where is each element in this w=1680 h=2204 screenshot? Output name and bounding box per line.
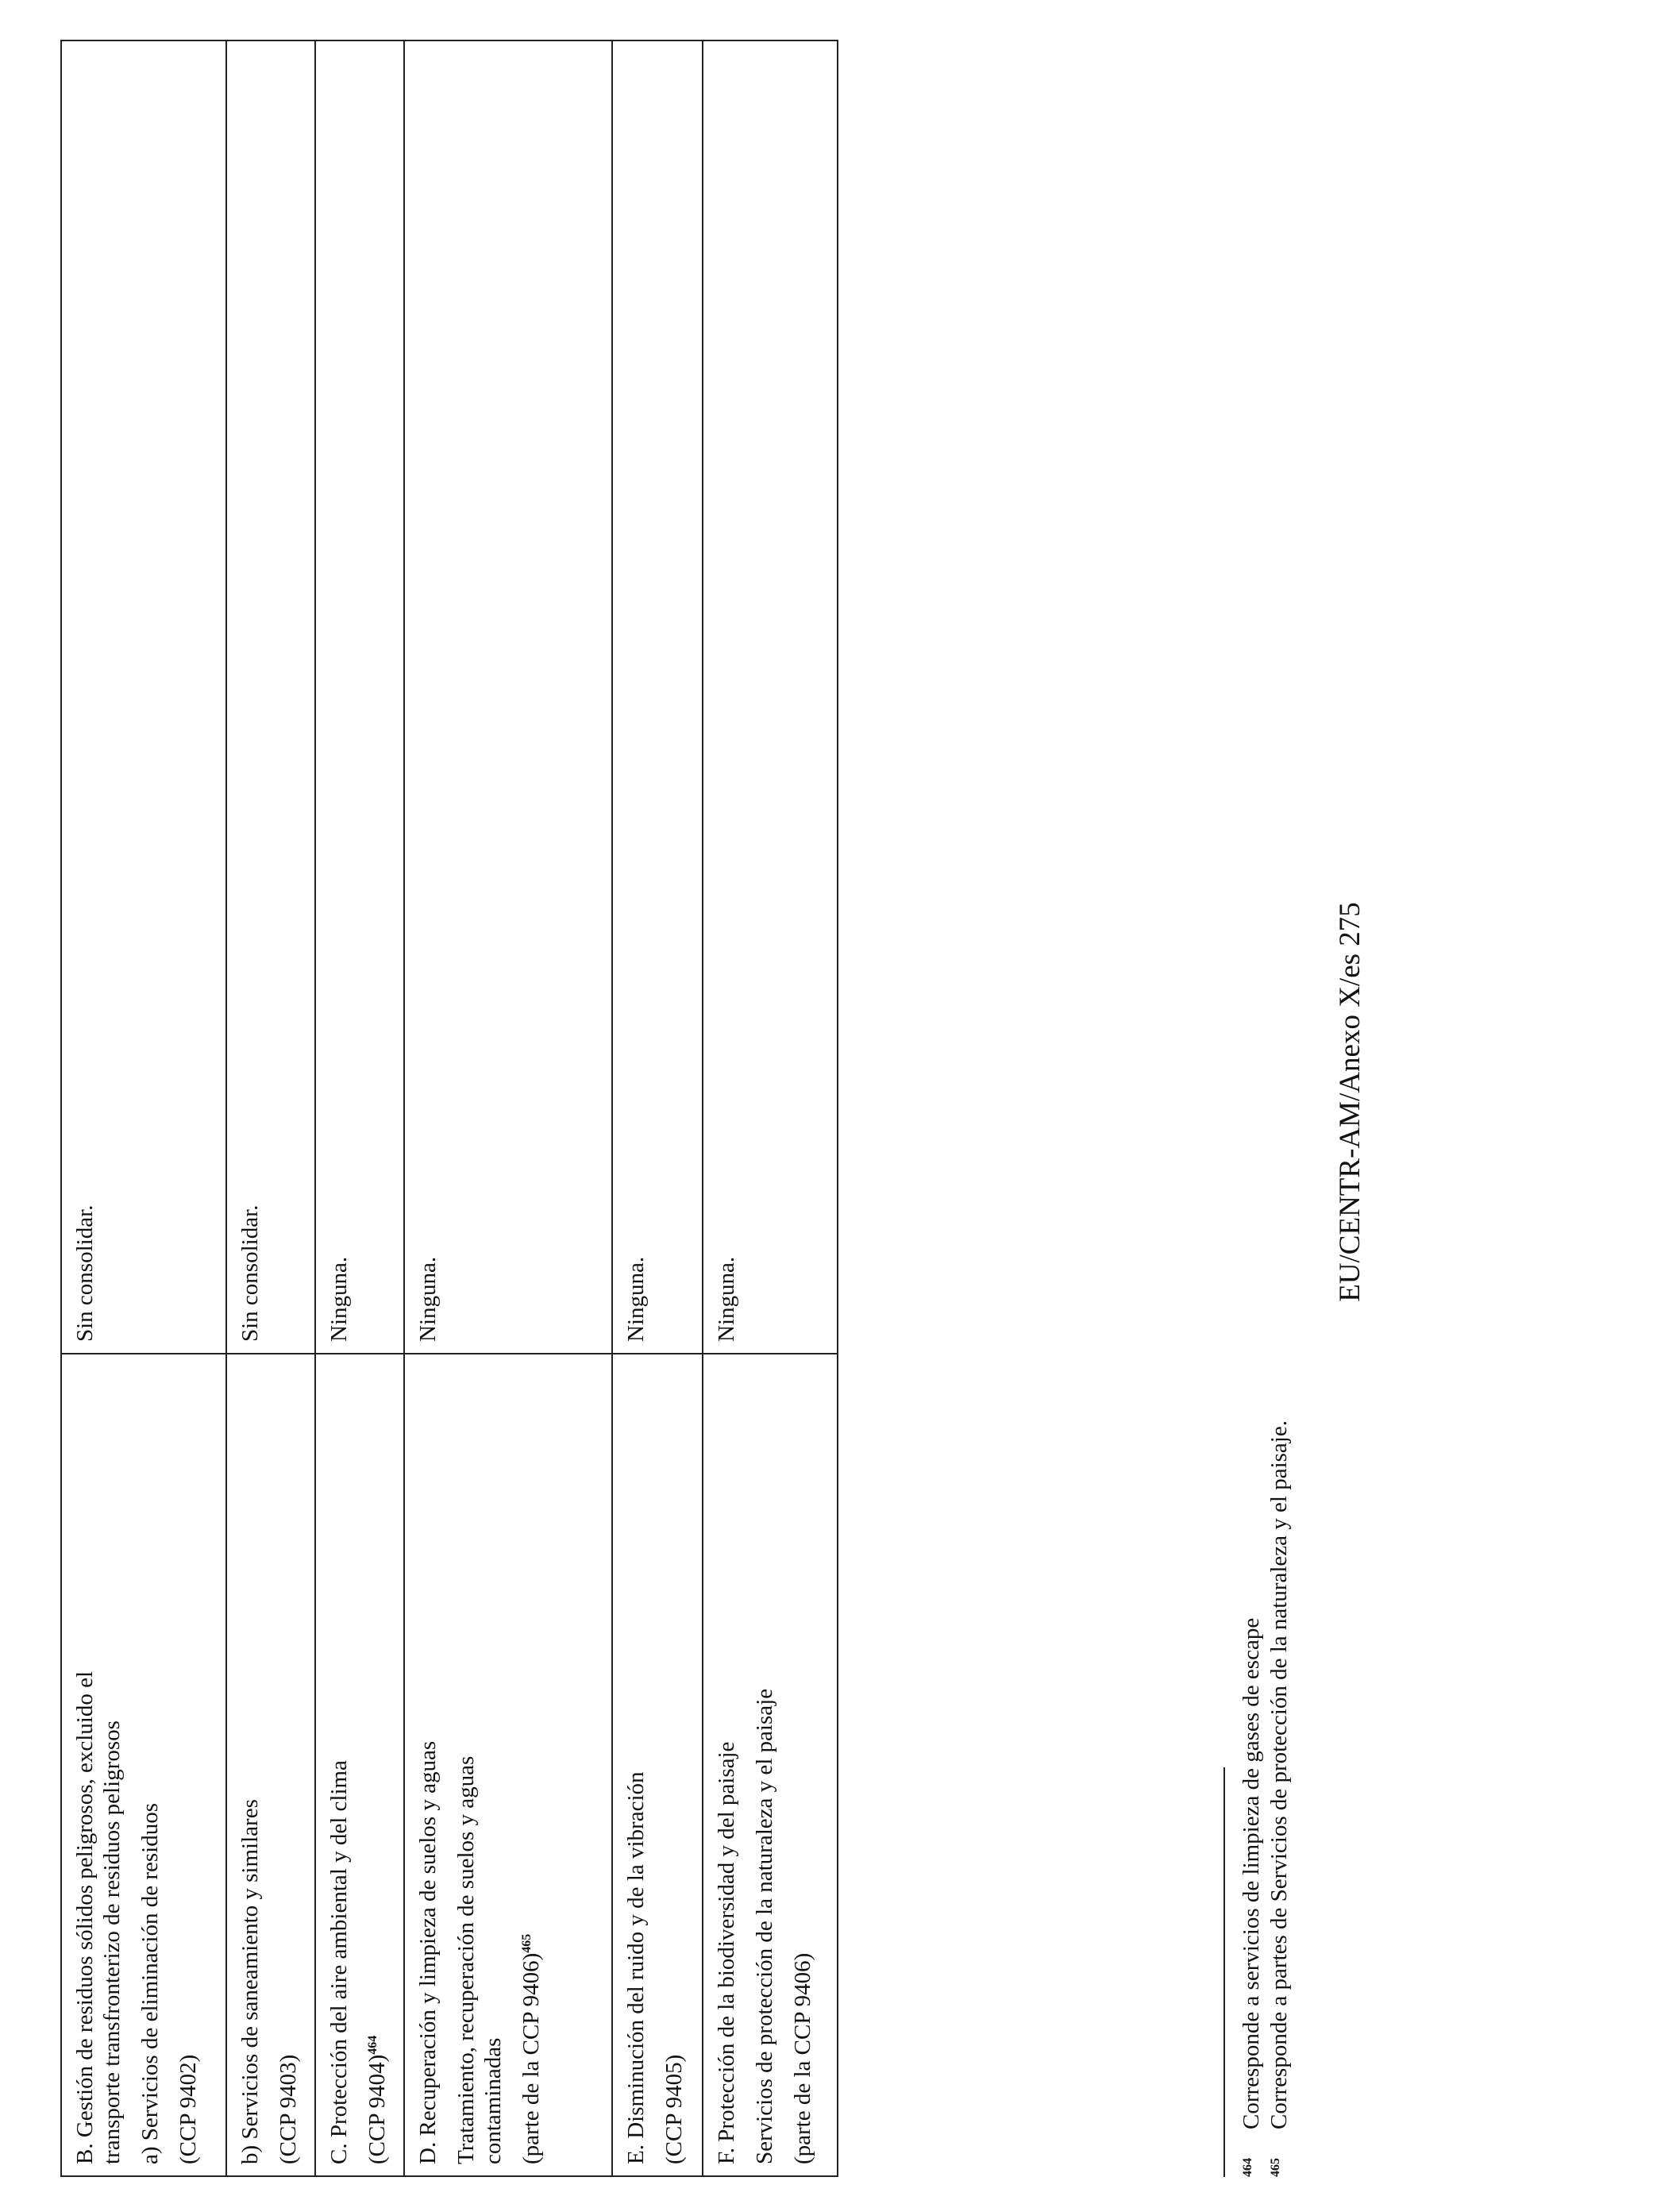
commitments-table [60,40,838,2177]
sector-cell [61,1354,226,2176]
limitation-cell [226,40,315,1354]
cell-line: B. Gestión de residuos sólidos peligrosos, excluido el [72,1670,98,2164]
sector-cell [703,1354,838,2176]
cell-line: b) Servicios de saneamiento y similares [237,1799,263,2164]
cell-line: F. Protección de la biodiversidad y del paisaje [714,1741,739,2164]
cell-line [518,1366,545,2164]
table-row [315,40,404,2176]
table-row [703,40,838,2176]
limitation-cell [703,40,838,1354]
limitation-cell [315,40,404,1354]
cell-line: Ninguna. [326,1256,352,1342]
footnote-divider [1223,1767,1225,2177]
cell-line: (CCP 9405) [661,2054,687,2164]
sector-cell [315,1354,404,2176]
footnote-ref-464[interactable]: 464 [366,2035,380,2055]
cell-line: Tratamiento, recuperación de suelos y aguas [453,1755,479,2164]
cell-line: Ninguna. [623,1256,649,1342]
limitation-cell [612,40,703,1354]
cell-line: Ninguna. [415,1256,441,1342]
footnote-number: 464 [1241,2158,1254,2177]
footnote-text: Corresponde a partes de Servicios de protección de la naturaleza y el paisaje. [1266,1420,1292,2129]
footnote-465 [1266,1420,1292,2177]
footnote-464 [1239,1618,1264,2177]
sector-cell [226,1354,315,2176]
table-row [404,40,612,2176]
table-row [226,40,315,2176]
sector-cell [404,1354,612,2176]
cell-line: (CCP 9402) [175,2054,201,2164]
cell-line: (CCP 9403) [276,2054,301,2164]
cell-line: Ninguna. [714,1256,739,1342]
sector-cell [612,1354,703,2176]
cell-line: transporte transfronterizo de residuos peligrosos [99,1720,125,2164]
cell-line: C. Protección del aire ambiental y del clima [326,1760,352,2164]
cell-line: contaminadas [480,2037,506,2164]
limitation-cell [404,40,612,1354]
footnote-ref-465[interactable]: 465 [520,1933,534,1953]
cell-line: E. Disminución del ruido y de la vibración [623,1771,649,2164]
footnote-number: 465 [1269,2158,1282,2177]
table-row [612,40,703,2176]
limitation-cell [61,40,226,1354]
cell-line: (parte de la CCP 9406) [790,1952,815,2164]
cell-line [364,1366,391,2164]
table-row [61,40,226,2176]
page-reference: EU/CENTR-AM/Anexo X/es 275 [1334,902,1366,1302]
footnote-text: Corresponde a servicios de limpieza de gases de escape [1239,1617,1264,2129]
cell-line: a) Servicios de eliminación de residuos [137,1802,163,2164]
cell-line: Sin consolidar. [72,1204,98,1342]
cell-text: (CCP 9404) [364,2054,390,2164]
cell-line: Servicios de protección de la naturaleza y el paisaje [752,1688,777,2164]
cell-line: D. Recuperación y limpieza de suelos y aguas [415,1740,441,2164]
cell-text: (parte de la CCP 9406) [518,1952,544,2164]
cell-line: Sin consolidar. [237,1204,263,1342]
